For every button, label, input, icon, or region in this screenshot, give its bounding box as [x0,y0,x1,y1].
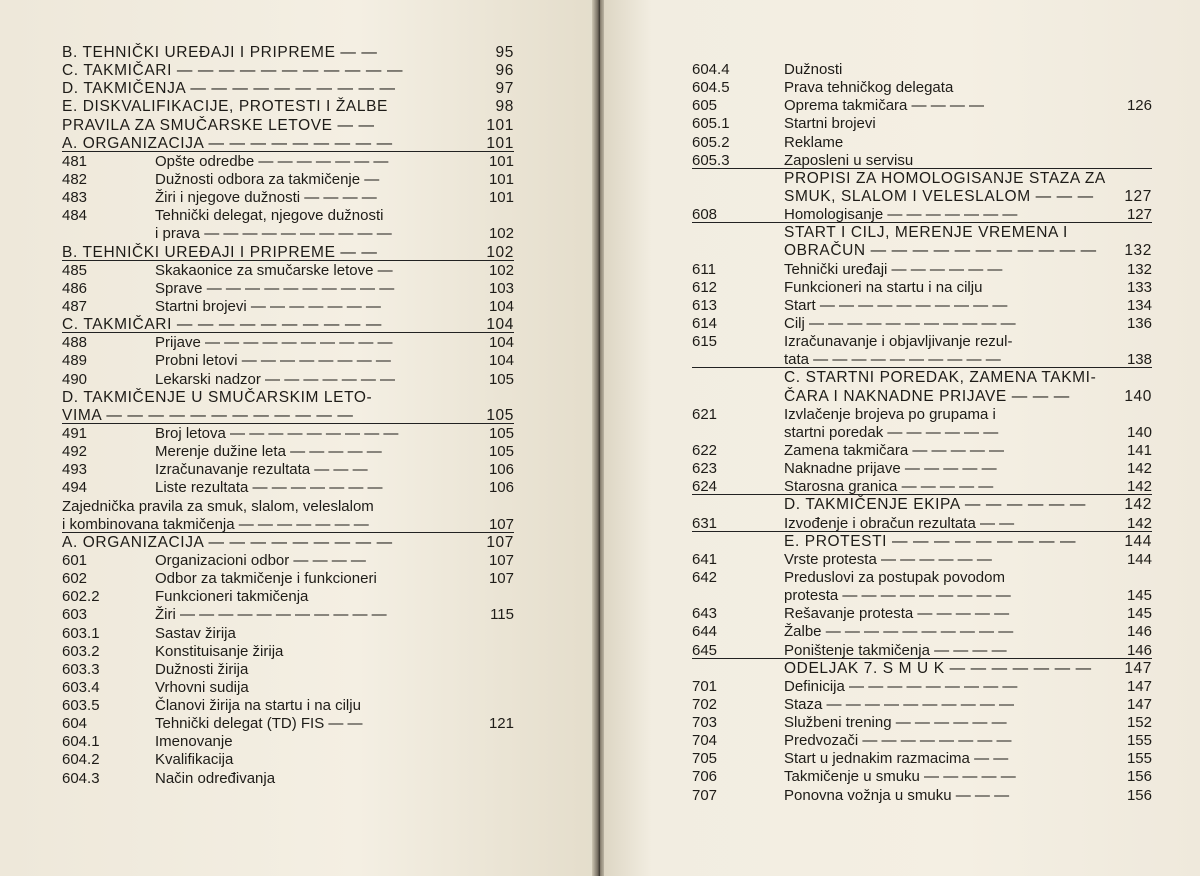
page-number: 104 [488,334,514,352]
toc-heading [692,224,1112,242]
toc-entry [62,606,514,624]
entry-number: 641 [692,550,718,568]
toc-heading [62,116,514,135]
entry-number: 602 [62,570,88,588]
entry-number: 642 [692,568,718,586]
entry-number: 631 [692,514,718,532]
toc-entry [62,189,514,207]
entry-title: startni poredak — — — — — — [784,423,999,441]
entry-number: 491 [62,424,88,442]
entry-title: Start — — — — — — — — — — [784,296,1008,314]
entry-title: VIMA — — — — — — — — — — — — [62,406,354,424]
toc-heading [62,98,514,116]
entry-title: Izvlačenje brojeva po grupama i [784,405,996,423]
entry-number: 603.3 [62,660,100,678]
page-number: 101 [488,170,514,188]
entry-title: Prava tehničkog delegata [784,79,954,97]
entry-number: 481 [62,152,88,170]
section-rule [62,332,514,333]
entry-number: 707 [692,786,718,804]
page-number: 147 [1126,695,1152,713]
entry-title: i prava — — — — — — — — — — [155,225,392,243]
toc-entry [62,515,514,534]
entry-number: 485 [62,261,88,279]
entry-number: 615 [692,333,718,351]
entry-number: 604.4 [692,61,730,78]
entry-number: 603.1 [62,624,100,642]
entry-title: Lekarski nadzor — — — — — — — [155,370,396,388]
entry-title: Izračunavanje i objavljivanje rezul- [784,333,1013,351]
toc-entry [692,478,1152,496]
entry-title: Naknadne prijave — — — — — [784,460,997,478]
toc-entry [692,406,1112,424]
entry-number: 706 [692,768,718,786]
page-number: 155 [1126,732,1152,750]
entry-number: 621 [692,405,718,423]
entry-number: 613 [692,296,718,314]
page-number: 101 [488,189,514,207]
page-number: 127 [1124,187,1152,205]
page-number: 156 [1126,768,1152,786]
toc-entry [62,715,514,733]
toc-entry [692,61,1112,79]
toc-entry [692,550,1152,569]
page-number: 138 [1126,351,1152,369]
toc-entry [62,225,514,243]
page-number: 140 [1126,423,1152,441]
entry-title: Vrhovni sudija [155,678,249,696]
page-number: 105 [488,424,514,442]
toc-entry [692,569,1112,587]
page-number: 96 [495,62,514,80]
entry-title: Izračunavanje rezultata — — — [155,461,368,479]
entry-number: 601 [62,551,88,569]
entry-number: 486 [62,279,88,297]
page-number: 97 [495,80,514,98]
section-rule [692,658,1152,659]
entry-title: Zamena takmičara — — — — — [784,441,1005,459]
page-number: 102 [486,243,514,261]
toc-entry [62,370,514,389]
entry-title: Oprema takmičara — — — — [784,97,985,115]
entry-number: 622 [692,441,718,459]
entry-title: Imenovanje [155,733,233,751]
page-number: 102 [488,261,514,279]
toc-heading [62,134,514,153]
page-number: 101 [488,152,514,170]
page-number: 107 [488,515,514,533]
entry-number: 488 [62,334,88,352]
toc-heading [692,532,1152,551]
page-number: 104 [488,352,514,370]
page-number: 104 [486,316,514,334]
page-number: 105 [486,406,514,424]
page-number: 103 [488,279,514,297]
entry-number: 623 [692,460,718,478]
entry-number: 487 [62,297,88,315]
entry-number: 605 [692,97,718,115]
toc-entry [62,570,514,588]
toc-entry [62,697,506,715]
page-number: 101 [486,116,514,134]
page-number: 115 [490,606,514,624]
toc-entry [692,768,1152,786]
toc-heading [692,496,1152,514]
entry-title: SMUK, SLALOM I VELESLALOM — — — [784,187,1094,205]
entry-title: Tehnički delegat, njegove dužnosti [155,207,384,225]
entry-title: Žalbe — — — — — — — — — — [784,623,1014,641]
entry-title: Merenje dužine leta — — — — — [155,443,382,461]
entry-title: ČARA I NAKNADNE PRIJAVE — — — [784,387,1070,405]
toc-entry [62,679,506,697]
entry-number: 603.2 [62,642,100,660]
toc-entry [692,641,1152,660]
toc-heading [692,242,1152,260]
page-number: 145 [1126,605,1152,623]
entry-title: Prijave — — — — — — — — — — [155,334,393,352]
page-number: 146 [1126,623,1152,641]
entry-title: C. TAKMIČARI — — — — — — — — — — [62,316,383,334]
toc-entry [692,97,1152,115]
toc-entry [692,695,1152,714]
toc-entry [62,334,514,352]
entry-title: A. ORGANIZACIJA — — — — — — — — — [62,134,393,152]
entry-title: D. TAKMIČENJE EKIPA — — — — — — [784,496,1086,514]
entry-number: 483 [62,189,88,207]
entry-title: Kvalifikacija [155,751,234,769]
entry-title: Funkcioneri na startu i na cilju [784,278,983,296]
section-rule [62,260,514,261]
entry-title: Liste rezultata — — — — — — — [155,479,383,497]
entry-number: 482 [62,170,88,188]
entry-title: Žiri — — — — — — — — — — — [155,606,387,624]
entry-number: 645 [692,641,718,659]
page-number: 147 [1124,659,1152,677]
entry-title: OBRAČUN — — — — — — — — — — — [784,242,1097,260]
entry-number: 604.2 [62,751,100,769]
entry-title: Skakaonice za smučarske letove — [155,261,393,279]
section-rule [692,367,1152,368]
page-number: 133 [1126,278,1152,296]
entry-title: Članovi žirija na startu i na cilju [155,697,361,715]
entry-title: Izvođenje i obračun rezultata — — [784,514,1015,532]
entry-title: Preduslovi za postupak povodom [784,568,1005,586]
section-rule [62,151,514,152]
entry-title: A. ORGANIZACIJA — — — — — — — — — [62,533,393,551]
toc-entry [692,260,1152,279]
toc-entry [692,750,1152,768]
entry-title: E. DISKVALIFIKACIJE, PROTESTI I ŽALBE [62,98,388,116]
entry-title: Poništenje takmičenja — — — — [784,641,1007,659]
page-number: 136 [1126,314,1152,332]
entry-number: 704 [692,732,718,750]
toc-entry [62,170,514,189]
section-rule [692,494,1152,495]
page-number: 104 [488,297,514,315]
section-rule [692,222,1152,223]
toc-heading [692,369,1112,387]
toc-entry [692,587,1152,605]
entry-number: 608 [692,206,718,224]
toc-entry [692,786,1152,805]
entry-number: 493 [62,461,88,479]
toc-entry [62,352,514,370]
toc-entry [692,460,1152,478]
toc-entry [62,479,514,497]
entry-title: Konstituisanje žirija [155,642,284,660]
toc-entry [62,643,506,661]
entry-number: 494 [62,479,88,497]
page-number: 141 [1126,441,1152,459]
toc-heading [692,187,1152,206]
page-number: 156 [1126,786,1152,804]
entry-title: Starosna granica — — — — — [784,478,994,496]
page-number: 152 [1126,714,1152,732]
entry-number: 605.3 [692,151,730,169]
page-number: 144 [1126,550,1152,568]
page-number: 107 [486,533,514,551]
toc-entry [692,278,1152,297]
entry-number: 611 [692,260,716,278]
entry-title: Rešavanje protesta — — — — — [784,605,1010,623]
page-number: 95 [495,44,514,61]
toc-entry [692,423,1152,442]
entry-title: Start u jednakim razmacima — — [784,750,1009,768]
entry-number: 604.1 [62,733,100,751]
entry-title: Odbor za takmičenje i funkcioneri [155,570,377,588]
toc-entry [62,207,506,225]
entry-number: 490 [62,370,88,388]
section-rule [692,168,1152,169]
entry-title: Probni letovi — — — — — — — — [155,352,391,370]
toc-entry [62,443,514,461]
entry-title: Organizacioni odbor — — — — [155,551,366,569]
entry-number: 643 [692,605,718,623]
entry-title: Startni brojevi — — — — — — — [155,297,381,315]
page-number: 142 [1126,460,1152,478]
left-page [0,0,596,876]
page-number: 127 [1126,206,1152,224]
page-number: 102 [488,225,514,243]
toc-entry [62,551,514,570]
entry-title: Žiri i njegove dužnosti — — — — [155,189,377,207]
entry-title: protesta — — — — — — — — — [784,587,1011,605]
toc-entry [62,297,514,316]
entry-number: 492 [62,443,88,461]
entry-number: 489 [62,352,88,370]
entry-title: Način određivanja [155,769,276,787]
section-rule [62,532,514,533]
page-number: 140 [1124,387,1152,405]
toc-entry [692,677,1152,696]
entry-title: Homologisanje — — — — — — — [784,206,1018,224]
toc-entry [62,588,506,606]
entry-title: Reklame [784,133,844,151]
entry-number: 614 [692,314,718,332]
toc-entry [62,424,514,443]
entry-title: PRAVILA ZA SMUČARSKE LETOVE — — [62,116,375,134]
entry-number: 603 [62,606,88,624]
entry-title: Staza — — — — — — — — — — [784,695,1015,713]
left-toc-column [62,44,514,788]
entry-title: Opšte odredbe — — — — — — — [155,152,389,170]
entry-title: Zaposleni u servisu [784,151,914,169]
toc-entry [62,279,514,298]
toc-heading [692,659,1152,678]
page-number: 132 [1124,242,1152,260]
page-number: 155 [1126,750,1152,768]
page-number: 144 [1124,532,1152,550]
entry-number: 604.5 [692,79,730,97]
toc-entry [692,333,1112,351]
entry-title: tata — — — — — — — — — — [784,351,1001,369]
toc-entry [62,625,506,643]
toc-heading [62,62,514,80]
entry-number: 603.5 [62,697,100,715]
entry-number: 703 [692,714,718,732]
entry-title: Cilj — — — — — — — — — — — [784,314,1016,332]
entry-title: Funkcioneri takmičenja [155,588,309,606]
toc-entry [692,152,1112,170]
toc-entry [692,296,1152,315]
page-number: 145 [1126,587,1152,605]
entry-title: ODELJAK 7. S M U K — — — — — — — [784,659,1092,677]
entry-number: 624 [692,478,718,496]
toc-heading [62,533,514,552]
entry-number: 702 [692,695,718,713]
entry-title: PROPISI ZA HOMOLOGISANJE STAZA ZA [784,169,1106,187]
toc-heading [62,406,514,425]
toc-entry [692,732,1152,750]
entry-title: C. TAKMIČARI — — — — — — — — — — — [62,62,404,80]
page-number: 121 [488,715,514,733]
entry-title: Ponovna vožnja u smuku — — — [784,786,1010,804]
page-number: 107 [488,551,514,569]
page-number: 98 [495,98,514,116]
toc-heading [62,243,514,262]
entry-title: Dužnosti žirija [155,660,249,678]
entry-title: Službeni trening — — — — — — [784,714,1007,732]
entry-number: 612 [692,278,718,296]
toc-entry [62,152,514,171]
entry-number: 705 [692,750,718,768]
entry-title: Takmičenje u smuku — — — — — [784,768,1016,786]
entry-number: 602.2 [62,588,100,606]
toc-entry [692,79,1112,97]
page-number: 142 [1124,496,1152,514]
entry-title: C. STARTNI POREDAK, ZAMENA TAKMI- [784,369,1097,387]
section-rule [62,423,514,424]
entry-number: 603.4 [62,678,100,696]
entry-title: i kombinovana takmičenja — — — — — — — [62,515,369,533]
entry-title: Broj letova — — — — — — — — — [155,424,399,442]
toc-entry [62,770,506,788]
page-number: 142 [1126,478,1152,496]
page-number: 146 [1126,641,1152,659]
entry-title: Tehnički delegat (TD) FIS — — [155,715,363,733]
entry-title: D. TAKMIČENJE U SMUČARSKIM LETO- [62,388,373,406]
entry-number: 605.2 [692,133,730,151]
toc-entry [62,733,506,751]
entry-number: 644 [692,623,718,641]
toc-entry [692,351,1152,369]
toc-entry [62,261,514,280]
entry-title: Dužnosti [784,61,843,78]
page-number: 105 [488,370,514,388]
right-toc-column [692,61,1152,805]
toc-entry [692,605,1152,623]
toc-heading [692,170,1112,188]
entry-title: B. TEHNIČKI UREĐAJI I PRIPREME — — [62,243,378,261]
toc-entry [692,714,1152,732]
page-number: 147 [1126,677,1152,695]
page-number: 101 [486,134,514,152]
toc-heading [62,389,506,407]
entry-title: Zajednička pravila za smuk, slalom, veleslalom [62,497,374,515]
toc-heading [62,80,514,98]
toc-heading [692,387,1152,406]
toc-entry [692,206,1152,224]
toc-entry [692,314,1152,333]
section-rule [692,531,1152,532]
entry-title: Sprave — — — — — — — — — — [155,279,395,297]
toc-entry [62,498,506,516]
page-number: 142 [1126,514,1152,532]
right-page [604,0,1200,876]
entry-title: START I CILJ, MERENJE VREMENA I [784,224,1068,242]
toc-heading [62,316,514,334]
toc-entry [692,623,1152,641]
toc-entry [62,661,506,679]
page-number: 107 [488,570,514,588]
entry-number: 484 [62,207,88,225]
entry-title: Definicija — — — — — — — — — [784,677,1018,695]
entry-title: Predvozači — — — — — — — — [784,732,1012,750]
page-number: 106 [488,461,514,479]
entry-title: Sastav žirija [155,624,236,642]
entry-title: D. TAKMIČENJA — — — — — — — — — — [62,80,396,98]
toc-entry [692,514,1152,533]
toc-entry [62,751,506,769]
page-number: 132 [1126,260,1152,278]
page-number: 134 [1126,296,1152,314]
toc-entry [62,461,514,479]
entry-number: 605.1 [692,115,730,133]
entry-title: E. PROTESTI — — — — — — — — — [784,532,1077,550]
entry-title: Startni brojevi [784,115,876,133]
entry-number: 604 [62,715,88,733]
entry-title: Vrste protesta — — — — — — [784,550,992,568]
entry-number: 604.3 [62,769,100,787]
entry-title: B. TEHNIČKI UREĐAJI I PRIPREME — — [62,44,378,61]
page-number: 105 [488,443,514,461]
toc-entry [692,441,1152,460]
toc-heading [62,44,514,62]
entry-number: 701 [692,677,718,695]
entry-title: Tehnički uređaji — — — — — — [784,260,1003,278]
page-number: 126 [1126,97,1152,115]
entry-title: Dužnosti odbora za takmičenje — [155,170,380,188]
page-number: 106 [488,479,514,497]
toc-entry [692,134,1112,152]
toc-entry [692,115,1112,133]
